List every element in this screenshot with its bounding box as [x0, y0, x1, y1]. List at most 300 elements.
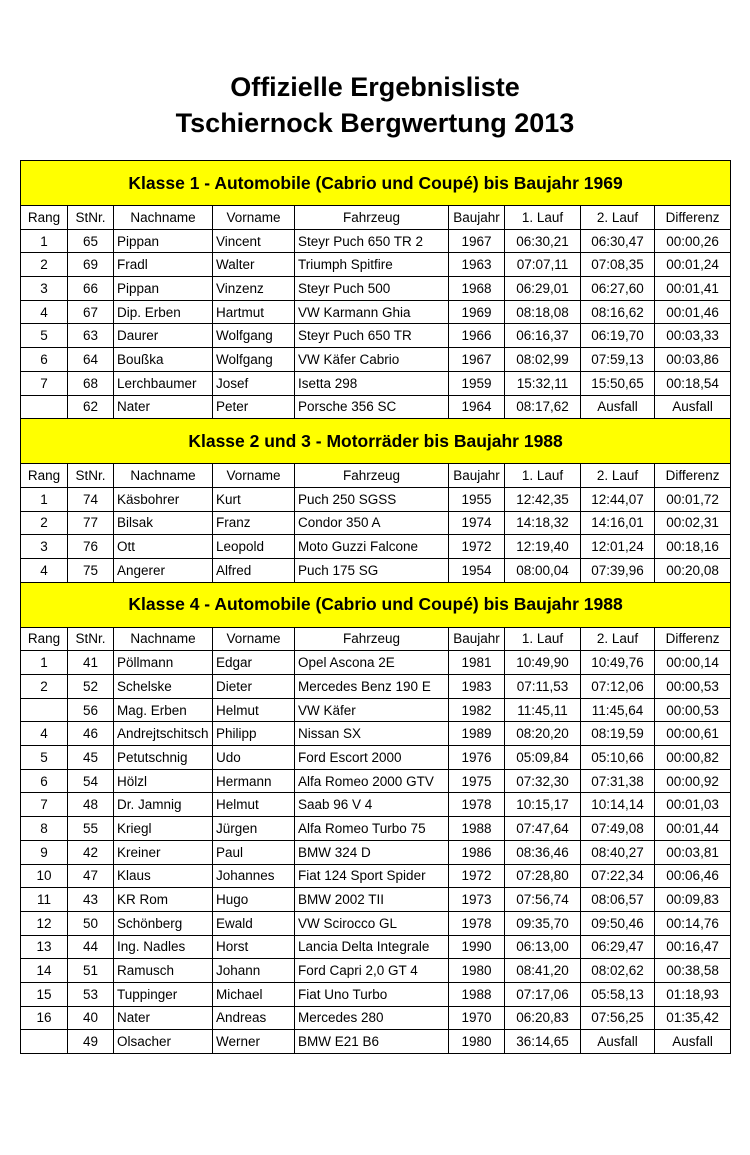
cell-nachname: Mag. Erben [114, 698, 213, 722]
cell-differenz: 00:38,58 [655, 959, 731, 983]
cell-lauf-1: 07:07,11 [505, 253, 581, 277]
cell-fahrzeug: Mercedes 280 [295, 1006, 449, 1030]
cell-rang: 5 [21, 746, 68, 770]
cell-stnr: 62 [68, 395, 114, 419]
cell-vorname: Peter [213, 395, 295, 419]
cell-lauf-2: 11:45,64 [581, 698, 655, 722]
cell-nachname: Bilsak [114, 511, 213, 535]
cell-lauf-1: 06:29,01 [505, 277, 581, 301]
table-row [21, 1030, 731, 1054]
cell-lauf-2: 08:02,62 [581, 959, 655, 983]
cell-lauf-1: 14:18,32 [505, 511, 581, 535]
cell-vorname: Edgar [213, 651, 295, 675]
cell-nachname: Ott [114, 535, 213, 559]
table-row [21, 1006, 731, 1030]
cell-fahrzeug: Steyr Puch 650 TR [295, 324, 449, 348]
cell-rang: 6 [21, 769, 68, 793]
cell-stnr: 51 [68, 959, 114, 983]
cell-differenz: 00:00,61 [655, 722, 731, 746]
cell-nachname: Klaus [114, 864, 213, 888]
cell-rang: 14 [21, 959, 68, 983]
cell-rang: 4 [21, 300, 68, 324]
cell-differenz: 00:03,86 [655, 348, 731, 372]
cell-nachname: Petutschnig [114, 746, 213, 770]
cell-rang: 2 [21, 253, 68, 277]
cell-fahrzeug: Ford Escort 2000 [295, 746, 449, 770]
cell-lauf-1: 05:09,84 [505, 746, 581, 770]
cell-lauf-1: 09:35,70 [505, 911, 581, 935]
cell-nachname: Daurer [114, 324, 213, 348]
column-header-nachname: Nachname [114, 206, 213, 230]
cell-lauf-1: 07:32,30 [505, 769, 581, 793]
cell-fahrzeug: Opel Ascona 2E [295, 651, 449, 675]
cell-lauf-2: 06:29,47 [581, 935, 655, 959]
cell-stnr: 67 [68, 300, 114, 324]
column-header-fahrzeug: Fahrzeug [295, 627, 449, 651]
cell-nachname: Lerchbaumer [114, 371, 213, 395]
cell-vorname: Philipp [213, 722, 295, 746]
cell-rang [21, 698, 68, 722]
cell-vorname: Jürgen [213, 817, 295, 841]
cell-rang: 1 [21, 651, 68, 675]
cell-vorname: Michael [213, 982, 295, 1006]
cell-differenz: Ausfall [655, 1030, 731, 1054]
cell-fahrzeug: BMW 324 D [295, 840, 449, 864]
cell-stnr: 44 [68, 935, 114, 959]
cell-stnr: 52 [68, 675, 114, 699]
cell-rang: 2 [21, 511, 68, 535]
cell-fahrzeug: Puch 250 SGSS [295, 487, 449, 511]
klasse-title: Klasse 1 - Automobile (Cabrio und Coupé) bis Baujahr 1969 [21, 161, 731, 206]
cell-fahrzeug: Isetta 298 [295, 371, 449, 395]
cell-lauf-2: 12:44,07 [581, 487, 655, 511]
cell-vorname: Johannes [213, 864, 295, 888]
cell-rang: 15 [21, 982, 68, 1006]
cell-lauf-2: 07:31,38 [581, 769, 655, 793]
cell-lauf-2: 06:27,60 [581, 277, 655, 301]
cell-lauf-1: 12:42,35 [505, 487, 581, 511]
cell-differenz: 00:03,33 [655, 324, 731, 348]
cell-differenz: 00:18,54 [655, 371, 731, 395]
cell-vorname: Josef [213, 371, 295, 395]
cell-rang: 12 [21, 911, 68, 935]
cell-vorname: Ewald [213, 911, 295, 935]
table-row [21, 253, 731, 277]
cell-lauf-1: 08:20,20 [505, 722, 581, 746]
table-row [21, 864, 731, 888]
cell-fahrzeug: Mercedes Benz 190 E [295, 675, 449, 699]
cell-lauf-1: 06:13,00 [505, 935, 581, 959]
table-row [21, 651, 731, 675]
cell-baujahr: 1988 [449, 982, 505, 1006]
table-row [21, 535, 731, 559]
klasse-header [21, 582, 731, 627]
cell-differenz: 00:09,83 [655, 888, 731, 912]
cell-vorname: Kurt [213, 487, 295, 511]
column-header-rang: Rang [21, 627, 68, 651]
table-row [21, 300, 731, 324]
cell-baujahr: 1976 [449, 746, 505, 770]
cell-vorname: Helmut [213, 793, 295, 817]
column-header-lauf-1: 1. Lauf [505, 627, 581, 651]
cell-nachname: Hölzl [114, 769, 213, 793]
cell-baujahr: 1955 [449, 487, 505, 511]
cell-stnr: 66 [68, 277, 114, 301]
cell-baujahr: 1981 [449, 651, 505, 675]
cell-lauf-1: 11:45,11 [505, 698, 581, 722]
cell-nachname: Ing. Nadles [114, 935, 213, 959]
cell-fahrzeug: Lancia Delta Integrale [295, 935, 449, 959]
cell-fahrzeug: Saab 96 V 4 [295, 793, 449, 817]
cell-nachname: KR Rom [114, 888, 213, 912]
cell-lauf-1: 06:20,83 [505, 1006, 581, 1030]
cell-differenz: 00:01,24 [655, 253, 731, 277]
cell-fahrzeug: VW Scirocco GL [295, 911, 449, 935]
cell-baujahr: 1982 [449, 698, 505, 722]
cell-vorname: Alfred [213, 558, 295, 582]
column-header-lauf-2: 2. Lauf [581, 206, 655, 230]
cell-baujahr: 1973 [449, 888, 505, 912]
column-header-row [21, 464, 731, 488]
cell-differenz: 01:18,93 [655, 982, 731, 1006]
cell-lauf-2: 08:16,62 [581, 300, 655, 324]
column-header-stnr: StNr. [68, 206, 114, 230]
document-title-line-1: Offizielle Ergebnisliste [230, 72, 520, 102]
cell-stnr: 47 [68, 864, 114, 888]
cell-vorname: Helmut [213, 698, 295, 722]
cell-rang: 16 [21, 1006, 68, 1030]
cell-stnr: 64 [68, 348, 114, 372]
cell-lauf-2: 08:06,57 [581, 888, 655, 912]
cell-fahrzeug: Steyr Puch 650 TR 2 [295, 229, 449, 253]
cell-differenz: 00:18,16 [655, 535, 731, 559]
cell-vorname: Walter [213, 253, 295, 277]
cell-nachname: Schönberg [114, 911, 213, 935]
table-row [21, 888, 731, 912]
column-header-stnr: StNr. [68, 464, 114, 488]
cell-nachname: Kreiner [114, 840, 213, 864]
cell-lauf-1: 07:28,80 [505, 864, 581, 888]
column-header-fahrzeug: Fahrzeug [295, 206, 449, 230]
cell-fahrzeug: VW Käfer [295, 698, 449, 722]
cell-vorname: Dieter [213, 675, 295, 699]
cell-differenz: 00:01,72 [655, 487, 731, 511]
table-row [21, 558, 731, 582]
klasse-title: Klasse 2 und 3 - Motorräder bis Baujahr 1988 [21, 419, 731, 464]
cell-vorname: Horst [213, 935, 295, 959]
cell-differenz: 00:01,44 [655, 817, 731, 841]
table-row [21, 675, 731, 699]
cell-differenz: 00:20,08 [655, 558, 731, 582]
cell-lauf-2: 08:19,59 [581, 722, 655, 746]
cell-differenz: Ausfall [655, 395, 731, 419]
cell-differenz: 00:00,82 [655, 746, 731, 770]
cell-differenz: 00:06,46 [655, 864, 731, 888]
cell-fahrzeug: Porsche 356 SC [295, 395, 449, 419]
table-row [21, 371, 731, 395]
cell-lauf-2: 06:30,47 [581, 229, 655, 253]
cell-fahrzeug: Alfa Romeo 2000 GTV [295, 769, 449, 793]
cell-fahrzeug: Fiat 124 Sport Spider [295, 864, 449, 888]
cell-lauf-1: 07:56,74 [505, 888, 581, 912]
cell-baujahr: 1969 [449, 300, 505, 324]
column-header-baujahr: Baujahr [449, 206, 505, 230]
cell-lauf-2: 14:16,01 [581, 511, 655, 535]
cell-baujahr: 1954 [449, 558, 505, 582]
cell-differenz: 00:03,81 [655, 840, 731, 864]
column-header-lauf-1: 1. Lauf [505, 464, 581, 488]
cell-stnr: 55 [68, 817, 114, 841]
cell-baujahr: 1967 [449, 229, 505, 253]
cell-fahrzeug: Condor 350 A [295, 511, 449, 535]
cell-baujahr: 1989 [449, 722, 505, 746]
cell-lauf-2: 07:12,06 [581, 675, 655, 699]
cell-lauf-1: 07:47,64 [505, 817, 581, 841]
column-header-row [21, 206, 731, 230]
cell-vorname: Udo [213, 746, 295, 770]
cell-baujahr: 1959 [449, 371, 505, 395]
cell-baujahr: 1970 [449, 1006, 505, 1030]
cell-differenz: 00:14,76 [655, 911, 731, 935]
cell-fahrzeug: Moto Guzzi Falcone [295, 535, 449, 559]
column-header-differenz: Differenz [655, 464, 731, 488]
cell-stnr: 63 [68, 324, 114, 348]
cell-baujahr: 1964 [449, 395, 505, 419]
cell-lauf-2: 06:19,70 [581, 324, 655, 348]
table-row [21, 229, 731, 253]
cell-lauf-2: 09:50,46 [581, 911, 655, 935]
cell-baujahr: 1986 [449, 840, 505, 864]
cell-rang [21, 1030, 68, 1054]
cell-stnr: 42 [68, 840, 114, 864]
cell-vorname: Wolfgang [213, 324, 295, 348]
cell-baujahr: 1980 [449, 1030, 505, 1054]
cell-lauf-1: 06:16,37 [505, 324, 581, 348]
cell-rang: 7 [21, 371, 68, 395]
cell-lauf-1: 08:41,20 [505, 959, 581, 983]
cell-fahrzeug: Alfa Romeo Turbo 75 [295, 817, 449, 841]
cell-lauf-2: 07:39,96 [581, 558, 655, 582]
cell-lauf-2: Ausfall [581, 395, 655, 419]
cell-baujahr: 1980 [449, 959, 505, 983]
table-row [21, 769, 731, 793]
table-row [21, 817, 731, 841]
cell-nachname: Dip. Erben [114, 300, 213, 324]
cell-lauf-2: 10:49,76 [581, 651, 655, 675]
table-row [21, 348, 731, 372]
cell-rang: 9 [21, 840, 68, 864]
cell-baujahr: 1963 [449, 253, 505, 277]
cell-nachname: Dr. Jamnig [114, 793, 213, 817]
cell-lauf-1: 08:17,62 [505, 395, 581, 419]
column-header-baujahr: Baujahr [449, 627, 505, 651]
cell-lauf-1: 15:32,11 [505, 371, 581, 395]
table-row [21, 911, 731, 935]
column-header-nachname: Nachname [114, 464, 213, 488]
cell-stnr: 43 [68, 888, 114, 912]
cell-differenz: 00:01,03 [655, 793, 731, 817]
cell-nachname: Fradl [114, 253, 213, 277]
cell-fahrzeug: Triumph Spitfire [295, 253, 449, 277]
column-header-differenz: Differenz [655, 206, 731, 230]
cell-nachname: Schelske [114, 675, 213, 699]
cell-stnr: 77 [68, 511, 114, 535]
cell-rang: 6 [21, 348, 68, 372]
cell-nachname: Boußka [114, 348, 213, 372]
cell-baujahr: 1978 [449, 793, 505, 817]
cell-stnr: 48 [68, 793, 114, 817]
cell-stnr: 65 [68, 229, 114, 253]
cell-differenz: 00:16,47 [655, 935, 731, 959]
cell-nachname: Pöllmann [114, 651, 213, 675]
table-row [21, 487, 731, 511]
cell-stnr: 56 [68, 698, 114, 722]
cell-stnr: 40 [68, 1006, 114, 1030]
cell-differenz: 00:00,26 [655, 229, 731, 253]
cell-differenz: 00:00,92 [655, 769, 731, 793]
cell-lauf-1: 07:11,53 [505, 675, 581, 699]
cell-vorname: Vincent [213, 229, 295, 253]
cell-stnr: 54 [68, 769, 114, 793]
cell-rang: 7 [21, 793, 68, 817]
cell-differenz: 00:00,53 [655, 675, 731, 699]
cell-stnr: 49 [68, 1030, 114, 1054]
cell-vorname: Werner [213, 1030, 295, 1054]
cell-lauf-1: 12:19,40 [505, 535, 581, 559]
cell-rang: 3 [21, 277, 68, 301]
cell-lauf-2: 10:14,14 [581, 793, 655, 817]
table-row [21, 395, 731, 419]
cell-fahrzeug: Steyr Puch 500 [295, 277, 449, 301]
cell-baujahr: 1966 [449, 324, 505, 348]
cell-fahrzeug: VW Karmann Ghia [295, 300, 449, 324]
column-header-lauf-2: 2. Lauf [581, 627, 655, 651]
table-row [21, 324, 731, 348]
column-header-differenz: Differenz [655, 627, 731, 651]
cell-lauf-2: 05:58,13 [581, 982, 655, 1006]
results-table [20, 160, 731, 1054]
column-header-lauf-2: 2. Lauf [581, 464, 655, 488]
cell-nachname: Ramusch [114, 959, 213, 983]
cell-baujahr: 1978 [449, 911, 505, 935]
cell-baujahr: 1988 [449, 817, 505, 841]
cell-fahrzeug: Nissan SX [295, 722, 449, 746]
cell-vorname: Andreas [213, 1006, 295, 1030]
cell-baujahr: 1975 [449, 769, 505, 793]
cell-nachname: Angerer [114, 558, 213, 582]
cell-lauf-1: 10:49,90 [505, 651, 581, 675]
cell-differenz: 00:00,53 [655, 698, 731, 722]
cell-fahrzeug: BMW 2002 TII [295, 888, 449, 912]
cell-differenz: 00:01,46 [655, 300, 731, 324]
table-row [21, 511, 731, 535]
cell-lauf-2: 07:56,25 [581, 1006, 655, 1030]
column-header-vorname: Vorname [213, 464, 295, 488]
table-row [21, 277, 731, 301]
cell-lauf-1: 08:18,08 [505, 300, 581, 324]
cell-lauf-2: 07:59,13 [581, 348, 655, 372]
cell-stnr: 76 [68, 535, 114, 559]
table-row [21, 793, 731, 817]
cell-baujahr: 1967 [449, 348, 505, 372]
table-row [21, 746, 731, 770]
cell-rang: 8 [21, 817, 68, 841]
column-header-row [21, 627, 731, 651]
cell-nachname: Pippan [114, 277, 213, 301]
cell-vorname: Hugo [213, 888, 295, 912]
cell-differenz: 00:02,31 [655, 511, 731, 535]
cell-lauf-1: 36:14,65 [505, 1030, 581, 1054]
cell-nachname: Andrejtschitsch [114, 722, 213, 746]
cell-vorname: Vinzenz [213, 277, 295, 301]
table-row [21, 935, 731, 959]
column-header-rang: Rang [21, 206, 68, 230]
cell-lauf-1: 06:30,21 [505, 229, 581, 253]
cell-rang: 2 [21, 675, 68, 699]
cell-lauf-2: 15:50,65 [581, 371, 655, 395]
cell-nachname: Käsbohrer [114, 487, 213, 511]
cell-nachname: Olsacher [114, 1030, 213, 1054]
cell-fahrzeug: Ford Capri 2,0 GT 4 [295, 959, 449, 983]
cell-vorname: Hartmut [213, 300, 295, 324]
cell-stnr: 45 [68, 746, 114, 770]
cell-rang: 4 [21, 558, 68, 582]
column-header-nachname: Nachname [114, 627, 213, 651]
cell-rang: 11 [21, 888, 68, 912]
cell-differenz: 00:01,41 [655, 277, 731, 301]
cell-lauf-2: 05:10,66 [581, 746, 655, 770]
cell-lauf-2: 07:22,34 [581, 864, 655, 888]
cell-fahrzeug: BMW E21 B6 [295, 1030, 449, 1054]
cell-vorname: Franz [213, 511, 295, 535]
cell-vorname: Johann [213, 959, 295, 983]
cell-rang: 1 [21, 229, 68, 253]
cell-differenz: 00:00,14 [655, 651, 731, 675]
column-header-fahrzeug: Fahrzeug [295, 464, 449, 488]
klasse-header [21, 161, 731, 206]
cell-rang: 10 [21, 864, 68, 888]
cell-stnr: 68 [68, 371, 114, 395]
column-header-baujahr: Baujahr [449, 464, 505, 488]
klasse-header [21, 419, 731, 464]
cell-baujahr: 1972 [449, 535, 505, 559]
cell-nachname: Nater [114, 395, 213, 419]
cell-baujahr: 1968 [449, 277, 505, 301]
cell-nachname: Pippan [114, 229, 213, 253]
cell-stnr: 69 [68, 253, 114, 277]
cell-rang: 13 [21, 935, 68, 959]
cell-rang: 5 [21, 324, 68, 348]
cell-vorname: Wolfgang [213, 348, 295, 372]
cell-lauf-2: 12:01,24 [581, 535, 655, 559]
document-title-line-2: Tschiernock Bergwertung 2013 [175, 108, 575, 138]
cell-lauf-2: 08:40,27 [581, 840, 655, 864]
cell-stnr: 75 [68, 558, 114, 582]
cell-lauf-1: 08:36,46 [505, 840, 581, 864]
cell-baujahr: 1990 [449, 935, 505, 959]
cell-lauf-2: 07:08,35 [581, 253, 655, 277]
cell-stnr: 50 [68, 911, 114, 935]
cell-stnr: 53 [68, 982, 114, 1006]
cell-nachname: Tuppinger [114, 982, 213, 1006]
cell-fahrzeug: Puch 175 SG [295, 558, 449, 582]
table-row [21, 698, 731, 722]
column-header-vorname: Vorname [213, 206, 295, 230]
table-row [21, 722, 731, 746]
cell-rang [21, 395, 68, 419]
table-row [21, 959, 731, 983]
column-header-rang: Rang [21, 464, 68, 488]
